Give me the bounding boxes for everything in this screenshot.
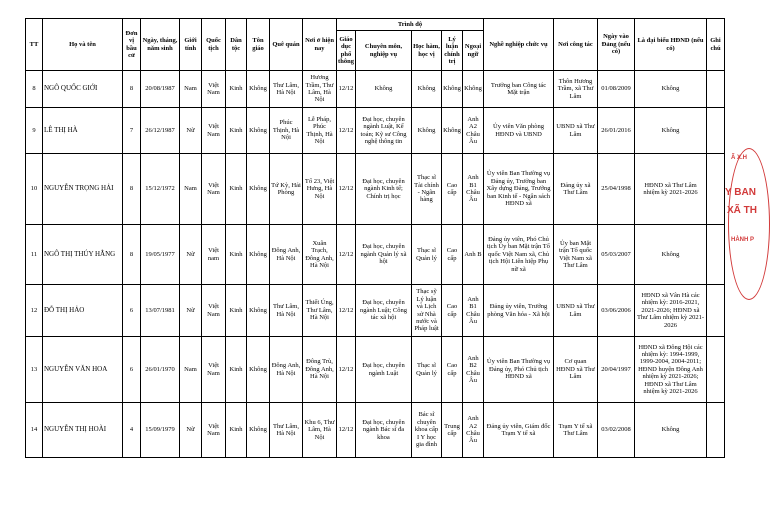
cell-note — [707, 71, 725, 108]
cell-gender: Nam — [180, 154, 202, 225]
cell-religion: Không — [247, 108, 270, 154]
cell-degree: Thạc sĩ Quản lý — [412, 225, 442, 285]
cell-hometown: Đông Anh, Hà Nội — [270, 225, 303, 285]
cell-hometown: Tứ Kỳ, Hải Phòng — [270, 154, 303, 225]
cell-name: NGUYỄN VĂN HOA — [43, 337, 123, 403]
table-header — [26, 19, 725, 71]
cell-delegate: HĐND xã Vân Hà các nhiệm kỳ: 2016-2021, 2021-2026; HĐND xã Thư Lâm nhiệm kỳ 2021-2026 — [635, 285, 707, 337]
cell-unit: 6 — [123, 285, 141, 337]
header-education-group: Trình độ — [337, 19, 484, 31]
cell-unit: 4 — [123, 403, 141, 458]
header-degree: Học hàm, học vị — [412, 31, 442, 71]
cell-note — [707, 403, 725, 458]
cell-job: Ủy viên Văn phòng HĐND và UBND — [484, 108, 554, 154]
table-row — [26, 337, 725, 403]
table-row — [26, 285, 725, 337]
header-name: Họ và tên — [43, 19, 123, 71]
cell-dob: 15/09/1979 — [141, 403, 180, 458]
cell-general: 12/12 — [337, 108, 356, 154]
cell-specialty: Không — [356, 71, 412, 108]
header-tt: TT — [26, 19, 43, 71]
cell-hometown: Thư Lâm, Hà Nội — [270, 71, 303, 108]
cell-religion: Không — [247, 403, 270, 458]
cell-delegate: HĐND xã Thư Lâm nhiệm kỳ 2021-2026 — [635, 154, 707, 225]
cell-tt: 12 — [26, 285, 43, 337]
cell-dob: 20/08/1987 — [141, 71, 180, 108]
header-general: Giáo dục phổ thông — [337, 31, 356, 71]
header-hometown: Quê quán — [270, 19, 303, 71]
cell-workplace: Thôn Hương Trầm, xã Thư Lâm — [554, 71, 598, 108]
cell-degree: Thạc sỹ Lý luận và Lịch sử Nhà nước và Pháp luật — [412, 285, 442, 337]
cell-ethnic: Kinh — [226, 154, 247, 225]
cell-note — [707, 225, 725, 285]
table-body — [26, 71, 725, 458]
cell-religion: Không — [247, 71, 270, 108]
cell-delegate: Không — [635, 403, 707, 458]
cell-gender: Nữ — [180, 285, 202, 337]
cell-hometown: Đông Anh, Hà Nội — [270, 337, 303, 403]
cell-workplace: Cơ quan HĐND xã Thư Lâm — [554, 337, 598, 403]
cell-unit: 8 — [123, 71, 141, 108]
cell-residence: Lễ Pháp, Phúc Thịnh, Hà Nội — [303, 108, 337, 154]
cell-unit: 6 — [123, 337, 141, 403]
cell-name: ĐỖ THỊ HẢO — [43, 285, 123, 337]
cell-politics: Cao cấp — [442, 225, 463, 285]
cell-language: Không — [463, 71, 484, 108]
cell-unit: 7 — [123, 108, 141, 154]
cell-specialty: Đại học, chuyên ngành Quản lý xã hội — [356, 225, 412, 285]
stamp-text: Ã X.H — [731, 155, 748, 161]
cell-job: Đảng ủy viên, Trưởng phòng Văn hóa - Xã hội — [484, 285, 554, 337]
cell-party-date: 25/04/1998 — [598, 154, 635, 225]
cell-job: Đảng ủy viên, Giám đốc Trạm Y tế xã — [484, 403, 554, 458]
cell-general: 12/12 — [337, 403, 356, 458]
header-dob: Ngày, tháng, năm sinh — [141, 19, 180, 71]
cell-residence: Xuân Trạch, Đông Anh, Hà Nội — [303, 225, 337, 285]
cell-nationality: Việt Nam — [202, 108, 226, 154]
cell-specialty: Đại học, chuyên ngành Luật, Kế toán; Kỹ sư Công nghệ thông tin — [356, 108, 412, 154]
cell-degree: Bác sĩ chuyên khoa cấp I Y học gia đình — [412, 403, 442, 458]
cell-religion: Không — [247, 225, 270, 285]
cell-nationality: Việt Nam — [202, 337, 226, 403]
cell-party-date: 20/04/1997 — [598, 337, 635, 403]
stamp-text: Y BAN — [725, 187, 756, 198]
header-politics: Lý luận chính trị — [442, 31, 463, 71]
cell-tt: 8 — [26, 71, 43, 108]
cell-party-date: 26/01/2016 — [598, 108, 635, 154]
cell-gender: Nữ — [180, 225, 202, 285]
header-language: Ngoại ngữ — [463, 31, 484, 71]
cell-job: Trưởng ban Công tác Mặt trận — [484, 71, 554, 108]
cell-politics: Cao cấp — [442, 337, 463, 403]
header-delegate: Là đại biểu HĐND (nếu có) — [635, 19, 707, 71]
cell-workplace: UBND xã Thư Lâm — [554, 285, 598, 337]
cell-specialty: Đại học, chuyên ngành Bác sĩ đa khoa — [356, 403, 412, 458]
cell-degree: Không — [412, 108, 442, 154]
cell-residence: Đông Trù, Đông Anh, Hà Nội — [303, 337, 337, 403]
cell-politics: Cao cấp — [442, 285, 463, 337]
header-party-date: Ngày vào Đảng (nếu có) — [598, 19, 635, 71]
header-note: Ghi chú — [707, 19, 725, 71]
cell-residence: Thiết Úng, Thư Lâm, Hà Nội — [303, 285, 337, 337]
cell-tt: 11 — [26, 225, 43, 285]
candidate-table — [25, 18, 725, 458]
cell-delegate: HĐND xã Đông Hội các nhiệm kỳ: 1994-1999, 1999-2004, 2004-2011; HĐND huyện Đông Anh nhiệm kỳ 2021-2026; HĐND xã Thư Lâm nhiệm kỳ 2021-2026 — [635, 337, 707, 403]
cell-language: Anh B — [463, 225, 484, 285]
cell-job: Ủy viên Ban Thường vụ Đảng ủy, Trưởng ban Xây dựng Đảng, Trưởng ban Kinh tế - Ngân sách HĐND xã — [484, 154, 554, 225]
cell-general: 12/12 — [337, 225, 356, 285]
cell-degree: Không — [412, 71, 442, 108]
cell-general: 12/12 — [337, 71, 356, 108]
cell-degree: Thạc sĩ Quản lý — [412, 337, 442, 403]
cell-ethnic: Kinh — [226, 225, 247, 285]
cell-dob: 26/12/1987 — [141, 108, 180, 154]
cell-general: 12/12 — [337, 337, 356, 403]
cell-residence: Tổ 23, Việt Hưng, Hà Nội — [303, 154, 337, 225]
cell-nationality: Việt Nam — [202, 154, 226, 225]
cell-note — [707, 108, 725, 154]
cell-politics: Cao cấp — [442, 154, 463, 225]
cell-gender: Nữ — [180, 108, 202, 154]
cell-specialty: Đại học, chuyên ngành Luật; Công tác xã hội — [356, 285, 412, 337]
header-religion: Tôn giáo — [247, 19, 270, 71]
stamp-text: HÀNH P — [731, 237, 755, 243]
cell-note — [707, 154, 725, 225]
table-row — [26, 71, 725, 108]
cell-politics: Trung cấp — [442, 403, 463, 458]
cell-name: NGUYỄN TRỌNG HẢI — [43, 154, 123, 225]
cell-delegate: Không — [635, 71, 707, 108]
cell-ethnic: Kinh — [226, 71, 247, 108]
cell-language: Anh A2 Châu Âu — [463, 403, 484, 458]
cell-nationality: Việt nam — [202, 225, 226, 285]
header-gender: Giới tính — [180, 19, 202, 71]
header-specialty: Chuyên môn, nghiệp vụ — [356, 31, 412, 71]
cell-name: NGÔ THỊ THÚY HẰNG — [43, 225, 123, 285]
cell-workplace: Ủy ban Mặt trận Tổ quốc Việt Nam xã Thư Lâm — [554, 225, 598, 285]
cell-dob: 19/05/1977 — [141, 225, 180, 285]
cell-dob: 13/07/1981 — [141, 285, 180, 337]
cell-job: Ủy viên Ban Thường vụ Đảng ủy, Phó Chủ tịch HĐND xã — [484, 337, 554, 403]
cell-ethnic: Kinh — [226, 108, 247, 154]
cell-ethnic: Kinh — [226, 285, 247, 337]
cell-hometown: Thư Lâm, Hà Nội — [270, 285, 303, 337]
cell-gender: Nữ — [180, 403, 202, 458]
cell-note — [707, 337, 725, 403]
cell-party-date: 03/06/2006 — [598, 285, 635, 337]
cell-delegate: Không — [635, 225, 707, 285]
header-ethnic: Dân tộc — [226, 19, 247, 71]
cell-language: Anh B1 Châu Âu — [463, 154, 484, 225]
cell-specialty: Đại học, chuyên ngành Kinh tế; Chính trị học — [356, 154, 412, 225]
cell-ethnic: Kinh — [226, 337, 247, 403]
cell-general: 12/12 — [337, 154, 356, 225]
cell-hometown: Thư Lâm, Hà Nội — [270, 403, 303, 458]
cell-tt: 14 — [26, 403, 43, 458]
cell-job: Đảng ủy viên, Phó Chủ tịch Ủy ban Mặt trận Tổ quốc Việt Nam xã, Chủ tịch Hội Liên hiệp Phụ nữ xã — [484, 225, 554, 285]
cell-party-date: 01/08/2009 — [598, 71, 635, 108]
cell-dob: 15/12/1972 — [141, 154, 180, 225]
cell-name: LÊ THỊ HÀ — [43, 108, 123, 154]
cell-tt: 9 — [26, 108, 43, 154]
red-seal-stamp — [725, 148, 770, 300]
cell-delegate: Không — [635, 108, 707, 154]
cell-party-date: 03/02/2008 — [598, 403, 635, 458]
cell-politics: Không — [442, 108, 463, 154]
cell-name: NGUYỄN THỊ HOÀI — [43, 403, 123, 458]
cell-religion: Không — [247, 154, 270, 225]
cell-nationality: Việt Nam — [202, 403, 226, 458]
cell-religion: Không — [247, 285, 270, 337]
cell-politics: Không — [442, 71, 463, 108]
cell-language: Anh B2 Châu Âu — [463, 337, 484, 403]
cell-party-date: 05/03/2007 — [598, 225, 635, 285]
cell-residence: Hương Trầm, Thư Lâm, Hà Nội — [303, 71, 337, 108]
cell-degree: Thạc sĩ Tài chính - Ngân hàng — [412, 154, 442, 225]
cell-tt: 10 — [26, 154, 43, 225]
cell-religion: Không — [247, 337, 270, 403]
cell-nationality: Việt Nam — [202, 285, 226, 337]
cell-workplace: Đảng ủy xã Thư Lâm — [554, 154, 598, 225]
cell-gender: Nam — [180, 71, 202, 108]
cell-unit: 8 — [123, 154, 141, 225]
cell-workplace: UBND xã Thư Lâm — [554, 108, 598, 154]
table-row — [26, 403, 725, 458]
cell-gender: Nam — [180, 337, 202, 403]
header-workplace: Nơi công tác — [554, 19, 598, 71]
cell-specialty: Đại học, chuyên ngành Luật — [356, 337, 412, 403]
cell-unit: 8 — [123, 225, 141, 285]
cell-nationality: Việt Nam — [202, 71, 226, 108]
cell-name: NGÔ QUỐC GIỚI — [43, 71, 123, 108]
cell-language: Anh B1 Châu Âu — [463, 285, 484, 337]
cell-ethnic: Kinh — [226, 403, 247, 458]
cell-residence: Khu 6, Thư Lâm, Hà Nội — [303, 403, 337, 458]
cell-tt: 13 — [26, 337, 43, 403]
cell-language: Anh A2 Châu Âu — [463, 108, 484, 154]
cell-dob: 26/01/1970 — [141, 337, 180, 403]
table-row — [26, 154, 725, 225]
stamp-text: XÃ TH — [727, 205, 757, 216]
table-row — [26, 108, 725, 154]
header-job: Nghề nghiệp chức vụ — [484, 19, 554, 71]
table-row — [26, 225, 725, 285]
cell-workplace: Trạm Y tế xã Thư Lâm — [554, 403, 598, 458]
header-nationality: Quốc tịch — [202, 19, 226, 71]
header-residence: Nơi ở hiện nay — [303, 19, 337, 71]
header-unit: Đơn vị bầu cử — [123, 19, 141, 71]
cell-note — [707, 285, 725, 337]
cell-hometown: Phúc Thịnh, Hà Nội — [270, 108, 303, 154]
cell-general: 12/12 — [337, 285, 356, 337]
